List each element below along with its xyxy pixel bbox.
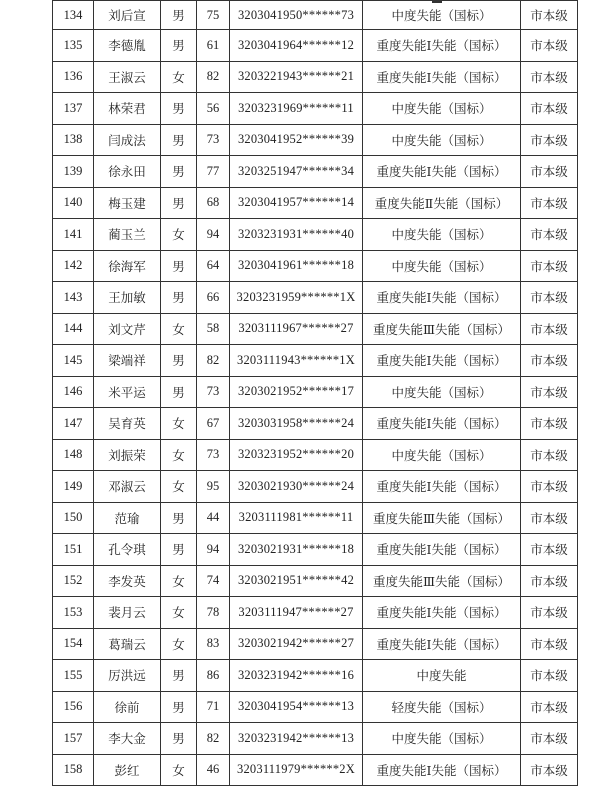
id-number-cell: 3203251947******34 <box>230 156 363 188</box>
disability-level-cell: 重度失能Ⅰ失能（国标） <box>363 30 521 62</box>
age-cell: 82 <box>197 61 230 93</box>
age-cell: 64 <box>197 250 230 282</box>
row-number-cell: 150 <box>53 502 94 534</box>
id-number-cell: 3203041952******39 <box>230 124 363 156</box>
person-name-cell: 李大金 <box>94 723 161 755</box>
age-cell: 61 <box>197 30 230 62</box>
age-cell: 46 <box>197 754 230 786</box>
row-number-cell: 149 <box>53 471 94 503</box>
disability-level-cell: 重度失能Ⅰ失能（国标） <box>363 408 521 440</box>
person-name-cell: 蔺玉兰 <box>94 219 161 251</box>
table-row <box>53 534 578 566</box>
table-row <box>53 187 578 219</box>
disability-level-cell: 重度失能Ⅲ失能（国标） <box>363 565 521 597</box>
age-cell: 78 <box>197 597 230 629</box>
admin-level-cell: 市本级 <box>521 691 578 723</box>
age-cell: 77 <box>197 156 230 188</box>
row-number-cell: 135 <box>53 30 94 62</box>
row-number-cell: 144 <box>53 313 94 345</box>
id-number-cell: 3203231959******1X <box>230 282 363 314</box>
age-cell: 73 <box>197 376 230 408</box>
person-name-cell: 彭红 <box>94 754 161 786</box>
table-row <box>53 723 578 755</box>
age-cell: 71 <box>197 691 230 723</box>
disability-level-cell: 重度失能Ⅰ失能（国标） <box>363 534 521 566</box>
admin-level-cell: 市本级 <box>521 282 578 314</box>
row-number-cell: 157 <box>53 723 94 755</box>
table-row <box>53 345 578 377</box>
row-number-cell: 134 <box>53 1 94 30</box>
person-name-cell: 刘后宣 <box>94 1 161 30</box>
person-name-cell: 米平运 <box>94 376 161 408</box>
disability-level-cell: 重度失能Ⅰ失能（国标） <box>363 471 521 503</box>
person-name-cell: 孔令琪 <box>94 534 161 566</box>
gender-cell: 女 <box>161 61 197 93</box>
table-row <box>53 156 578 188</box>
admin-level-cell: 市本级 <box>521 660 578 692</box>
age-cell: 44 <box>197 502 230 534</box>
table-row <box>53 754 578 786</box>
row-number-cell: 143 <box>53 282 94 314</box>
gender-cell: 男 <box>161 660 197 692</box>
admin-level-cell: 市本级 <box>521 754 578 786</box>
disability-level-cell: 重度失能Ⅰ失能（国标） <box>363 282 521 314</box>
disability-level-cell: 重度失能Ⅱ失能（国标） <box>363 187 521 219</box>
person-name-cell: 李德胤 <box>94 30 161 62</box>
table-row <box>53 1 578 30</box>
age-cell: 58 <box>197 313 230 345</box>
gender-cell: 男 <box>161 723 197 755</box>
age-cell: 75 <box>197 1 230 30</box>
id-number-cell: 3203041957******14 <box>230 187 363 219</box>
person-name-cell: 葛瑞云 <box>94 628 161 660</box>
row-number-cell: 141 <box>53 219 94 251</box>
disability-level-cell: 中度失能（国标） <box>363 1 521 30</box>
gender-cell: 男 <box>161 250 197 282</box>
age-cell: 73 <box>197 439 230 471</box>
admin-level-cell: 市本级 <box>521 124 578 156</box>
person-name-cell: 刘振荣 <box>94 439 161 471</box>
disability-level-cell: 中度失能 <box>363 660 521 692</box>
person-name-cell: 裴月云 <box>94 597 161 629</box>
gender-cell: 女 <box>161 313 197 345</box>
admin-level-cell: 市本级 <box>521 408 578 440</box>
gender-cell: 女 <box>161 565 197 597</box>
person-name-cell: 闫成法 <box>94 124 161 156</box>
disability-level-cell: 重度失能Ⅲ失能（国标） <box>363 313 521 345</box>
disability-level-cell: 重度失能Ⅰ失能（国标） <box>363 754 521 786</box>
disability-roster-table <box>52 0 578 786</box>
disability-level-cell: 轻度失能（国标） <box>363 691 521 723</box>
age-cell: 82 <box>197 723 230 755</box>
disability-level-cell: 中度失能（国标） <box>363 439 521 471</box>
gender-cell: 男 <box>161 124 197 156</box>
table-row <box>53 628 578 660</box>
admin-level-cell: 市本级 <box>521 376 578 408</box>
admin-level-cell: 市本级 <box>521 565 578 597</box>
table-row <box>53 660 578 692</box>
disability-level-cell: 重度失能Ⅰ失能（国标） <box>363 628 521 660</box>
person-name-cell: 李发英 <box>94 565 161 597</box>
table-row <box>53 471 578 503</box>
gender-cell: 男 <box>161 93 197 125</box>
age-cell: 73 <box>197 124 230 156</box>
row-number-cell: 137 <box>53 93 94 125</box>
age-cell: 56 <box>197 93 230 125</box>
admin-level-cell: 市本级 <box>521 93 578 125</box>
gender-cell: 男 <box>161 1 197 30</box>
admin-level-cell: 市本级 <box>521 345 578 377</box>
gender-cell: 女 <box>161 439 197 471</box>
id-number-cell: 3203031958******24 <box>230 408 363 440</box>
disability-level-cell: 中度失能（国标） <box>363 376 521 408</box>
row-number-cell: 155 <box>53 660 94 692</box>
row-number-cell: 158 <box>53 754 94 786</box>
id-number-cell: 3203021942******27 <box>230 628 363 660</box>
row-number-cell: 156 <box>53 691 94 723</box>
id-number-cell: 3203231952******20 <box>230 439 363 471</box>
gender-cell: 男 <box>161 534 197 566</box>
admin-level-cell: 市本级 <box>521 61 578 93</box>
gender-cell: 女 <box>161 597 197 629</box>
row-number-cell: 138 <box>53 124 94 156</box>
gender-cell: 男 <box>161 30 197 62</box>
disability-level-cell: 中度失能（国标） <box>363 124 521 156</box>
admin-level-cell: 市本级 <box>521 534 578 566</box>
disability-level-cell: 中度失能（国标） <box>363 723 521 755</box>
person-name-cell: 梁端祥 <box>94 345 161 377</box>
row-number-cell: 140 <box>53 187 94 219</box>
id-number-cell: 3203111943******1X <box>230 345 363 377</box>
row-number-cell: 148 <box>53 439 94 471</box>
table-body <box>53 1 578 786</box>
id-number-cell: 3203111981******11 <box>230 502 363 534</box>
admin-level-cell: 市本级 <box>521 723 578 755</box>
row-number-cell: 152 <box>53 565 94 597</box>
id-number-cell: 3203111967******27 <box>230 313 363 345</box>
table-row <box>53 691 578 723</box>
person-name-cell: 徐海军 <box>94 250 161 282</box>
age-cell: 68 <box>197 187 230 219</box>
disability-level-cell: 重度失能Ⅰ失能（国标） <box>363 61 521 93</box>
disability-level-cell: 重度失能Ⅰ失能（国标） <box>363 597 521 629</box>
person-name-cell: 徐前 <box>94 691 161 723</box>
id-number-cell: 3203021952******17 <box>230 376 363 408</box>
row-number-cell: 146 <box>53 376 94 408</box>
id-number-cell: 3203231942******13 <box>230 723 363 755</box>
disability-level-cell: 中度失能（国标） <box>363 219 521 251</box>
admin-level-cell: 市本级 <box>521 628 578 660</box>
table-row <box>53 124 578 156</box>
person-name-cell: 徐永田 <box>94 156 161 188</box>
id-number-cell: 3203111979******2X <box>230 754 363 786</box>
table-row <box>53 565 578 597</box>
gender-cell: 男 <box>161 345 197 377</box>
table-row <box>53 376 578 408</box>
admin-level-cell: 市本级 <box>521 250 578 282</box>
row-number-cell: 154 <box>53 628 94 660</box>
admin-level-cell: 市本级 <box>521 219 578 251</box>
table-row <box>53 597 578 629</box>
disability-level-cell: 重度失能Ⅰ失能（国标） <box>363 156 521 188</box>
table-row <box>53 61 578 93</box>
age-cell: 67 <box>197 408 230 440</box>
id-number-cell: 3203231969******11 <box>230 93 363 125</box>
table-row <box>53 219 578 251</box>
row-number-cell: 153 <box>53 597 94 629</box>
admin-level-cell: 市本级 <box>521 471 578 503</box>
admin-level-cell: 市本级 <box>521 30 578 62</box>
gender-cell: 女 <box>161 628 197 660</box>
gender-cell: 女 <box>161 408 197 440</box>
id-number-cell: 3203041964******12 <box>230 30 363 62</box>
person-name-cell: 梅玉建 <box>94 187 161 219</box>
id-number-cell: 3203041961******18 <box>230 250 363 282</box>
table-row <box>53 313 578 345</box>
gender-cell: 男 <box>161 156 197 188</box>
gender-cell: 男 <box>161 376 197 408</box>
disability-level-cell: 重度失能Ⅰ失能（国标） <box>363 345 521 377</box>
table-row <box>53 502 578 534</box>
id-number-cell: 3203021930******24 <box>230 471 363 503</box>
person-name-cell: 王加敏 <box>94 282 161 314</box>
age-cell: 94 <box>197 219 230 251</box>
gender-cell: 男 <box>161 282 197 314</box>
row-number-cell: 145 <box>53 345 94 377</box>
admin-level-cell: 市本级 <box>521 1 578 30</box>
row-number-cell: 136 <box>53 61 94 93</box>
disability-level-cell: 中度失能（国标） <box>363 93 521 125</box>
table-row <box>53 439 578 471</box>
person-name-cell: 王淑云 <box>94 61 161 93</box>
person-name-cell: 邓淑云 <box>94 471 161 503</box>
id-number-cell: 3203231931******40 <box>230 219 363 251</box>
admin-level-cell: 市本级 <box>521 597 578 629</box>
table-row <box>53 408 578 440</box>
age-cell: 94 <box>197 534 230 566</box>
gender-cell: 男 <box>161 187 197 219</box>
table-row <box>53 93 578 125</box>
gender-cell: 女 <box>161 754 197 786</box>
admin-level-cell: 市本级 <box>521 187 578 219</box>
row-number-cell: 147 <box>53 408 94 440</box>
id-number-cell: 3203041954******13 <box>230 691 363 723</box>
gender-cell: 女 <box>161 471 197 503</box>
admin-level-cell: 市本级 <box>521 439 578 471</box>
age-cell: 82 <box>197 345 230 377</box>
row-number-cell: 139 <box>53 156 94 188</box>
person-name-cell: 范瑜 <box>94 502 161 534</box>
person-name-cell: 林荣君 <box>94 93 161 125</box>
admin-level-cell: 市本级 <box>521 156 578 188</box>
age-cell: 83 <box>197 628 230 660</box>
table-row <box>53 30 578 62</box>
disability-level-cell: 中度失能（国标） <box>363 250 521 282</box>
disability-level-cell: 重度失能Ⅲ失能（国标） <box>363 502 521 534</box>
gender-cell: 男 <box>161 691 197 723</box>
person-name-cell: 刘文芹 <box>94 313 161 345</box>
person-name-cell: 厉洪远 <box>94 660 161 692</box>
person-name-cell: 吴育英 <box>94 408 161 440</box>
gender-cell: 男 <box>161 502 197 534</box>
table-row <box>53 250 578 282</box>
row-number-cell: 151 <box>53 534 94 566</box>
age-cell: 66 <box>197 282 230 314</box>
id-number-cell: 3203041950******73 <box>230 1 363 30</box>
admin-level-cell: 市本级 <box>521 502 578 534</box>
admin-level-cell: 市本级 <box>521 313 578 345</box>
id-number-cell: 3203021931******18 <box>230 534 363 566</box>
age-cell: 74 <box>197 565 230 597</box>
table-row <box>53 282 578 314</box>
row-number-cell: 142 <box>53 250 94 282</box>
id-number-cell: 3203231942******16 <box>230 660 363 692</box>
id-number-cell: 3203111947******27 <box>230 597 363 629</box>
id-number-cell: 3203221943******21 <box>230 61 363 93</box>
age-cell: 86 <box>197 660 230 692</box>
age-cell: 95 <box>197 471 230 503</box>
id-number-cell: 3203021951******42 <box>230 565 363 597</box>
gender-cell: 女 <box>161 219 197 251</box>
